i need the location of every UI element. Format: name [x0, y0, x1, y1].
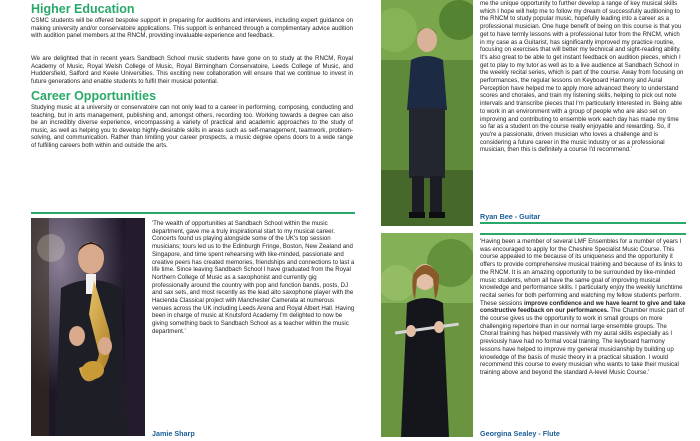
- georgina-quote-top-rule: [480, 233, 686, 235]
- georgina-sealey-photo: [381, 233, 473, 437]
- jamie-sharp-quote: 'The wealth of opportunities at Sandbach School within the music department, gave me a truly inspirational start to my musical career. Concerts found us playing alongside some of the UK's top session musicians; tours led us to the Edinburgh Fringe, Boston, New Zealand and Singapore, and time spent rehearsing with like-minded, passionate and creative peers has created memories, friendships and connections to last a life time. Since leaving Sandbach School I have graduated from the Royal Northern College of Music as a saxophonist and currently gig professionally around the country with pop and function bands, posts, DJ and sax sets, and most recently as the lead alto saxophone player with the Hacienda Classical project with Manchester Camerata at numerous venues across the UK including Leeds Arena and Royal Albert Hall. Having been in charge of music at Knutsford Academy I'm delighted to now be giving something back to Sandbach School as a teacher within the music department.': [152, 220, 355, 335]
- georgina-quote-text-1: 'Having been a member of several LMF Ensembles for a number of years I was encouraged to apply for the Cheshire Specialist Music Course. This course appealed to me because of its uniqueness and the opportunity it offers to provide comprehensive musical training and because of its links to the RNCM. It is an amazing opportunity to be surrounded by like-minded music students, whom all have the same goal of improving musical knowledge and performance skills. I particularly enjoy the weekly lunchtime recital series for both performing and watching my fellow students perform. These sessions: [480, 238, 683, 307]
- georgina-quote-emphasis: improve confidence and we have learnt to give and take constructive feedback on our performances.: [480, 299, 686, 315]
- higher-education-paragraph-2: We are delighted that in recent years Sandbach School music students have gone on to study at the RNCM, Royal Academy of Music, Royal Welsh College of Music, Royal Birmingham Conservatoire, Leeds College of Music, and Huddersfield, Salford and Keele Universities. This exciting new collaboration will ensure that we continue to invest in future generations and enable students to fulfil their musical potential.: [31, 55, 353, 85]
- ryan-quote-bottom-rule: [480, 222, 686, 224]
- georgina-quote-text-2: The Chamber music part of the course gives us the opportunity to work in small groups on more challenging repertoire than in our normal large ensemble groups. The Choral training has helped massively with my aural skills especially as I previously have had no formal vocal training. The keyboard harmony lessons have helped to improve my general musicianship by building up knowledge of the basis of music theory in a practical situation. I would recommend this course to every musician who wants to take their musical training above and beyond the standard A-level Music Course.': [480, 307, 685, 376]
- ryan-bee-quote: me the unique opportunity to further develop a range of key musical skills which I hope will help me to follow my dream of successfully auditioning to the RNCM to study popular music, hopefully leading into a career as a professional musician. One huge benefit of being on this course is that you get to have termly lessons with a professional tutor from the RNCM, which in my case as a Guitarist, has significantly improved my practice routine, focusing on exercises that will better my technical and sight-reading ability. It's also great to be able to get instant feedback on audition pieces, which I get to play to my tutor as well as to a live audience at Sandbach School in the weekly recital series, which is part of the course. Away from focusing on performances, the regular lessons on Keyboard Harmony and Aural Perception have helped me to apply more advanced theory to understand scores and chorales, and train my listening skills, helping to pick out note intervals and transcribe pieces that I'm particularly interested in. Being able to work in an environment with a group of people who are also set on improving and contributing to ensemble work each day has made my time so far as a student on the course really enjoyable and rewarding. So, if you're a passionate, driven musician who loves a challenge and is considering a future career in the music industry or as a professional musician, then this is definitely a course I'd recommend.': [480, 0, 684, 154]
- career-opportunities-paragraph: Studying music at a university or conservatoire can not only lead to a career in performing, composing, conducting and teaching, but in arts management, publishing and, amongst others, recording too. Working towards a degree can also be an incredibly diverse experience, encompassing a variety of practical and academic approaches to the study of music, as well as helping you to develop highly-desirable skills in areas such as self-management, teamwork, problem-solving, and communication. Rather than limiting your career prospects, a music degree opens doors to a wide range of fulfilling careers both within and outside the arts.: [31, 104, 353, 149]
- jamie-sharp-name: Jamie Sharp: [152, 429, 195, 438]
- career-opportunities-heading: Career Opportunities: [31, 89, 157, 103]
- higher-education-paragraph-1: CSMC students will be offered bespoke support in preparing for auditions and interviews, including expert guidance on making university and/or conservatoire applications. This support is enhanced through a complimentary advice audition with audition panel members at the RNCM, providing invaluable experience and feedback.: [31, 17, 353, 40]
- jamie-quote-top-rule: [31, 212, 355, 214]
- ryan-bee-name: Ryan Bee - Guitar: [480, 212, 541, 221]
- ryan-bee-photo: [381, 0, 473, 226]
- georgina-sealey-name: Georgina Sealey - Flute: [480, 429, 560, 438]
- jamie-sharp-photo: [31, 218, 145, 436]
- higher-education-heading: Higher Education: [31, 2, 135, 16]
- georgina-sealey-quote: [480, 238, 686, 377]
